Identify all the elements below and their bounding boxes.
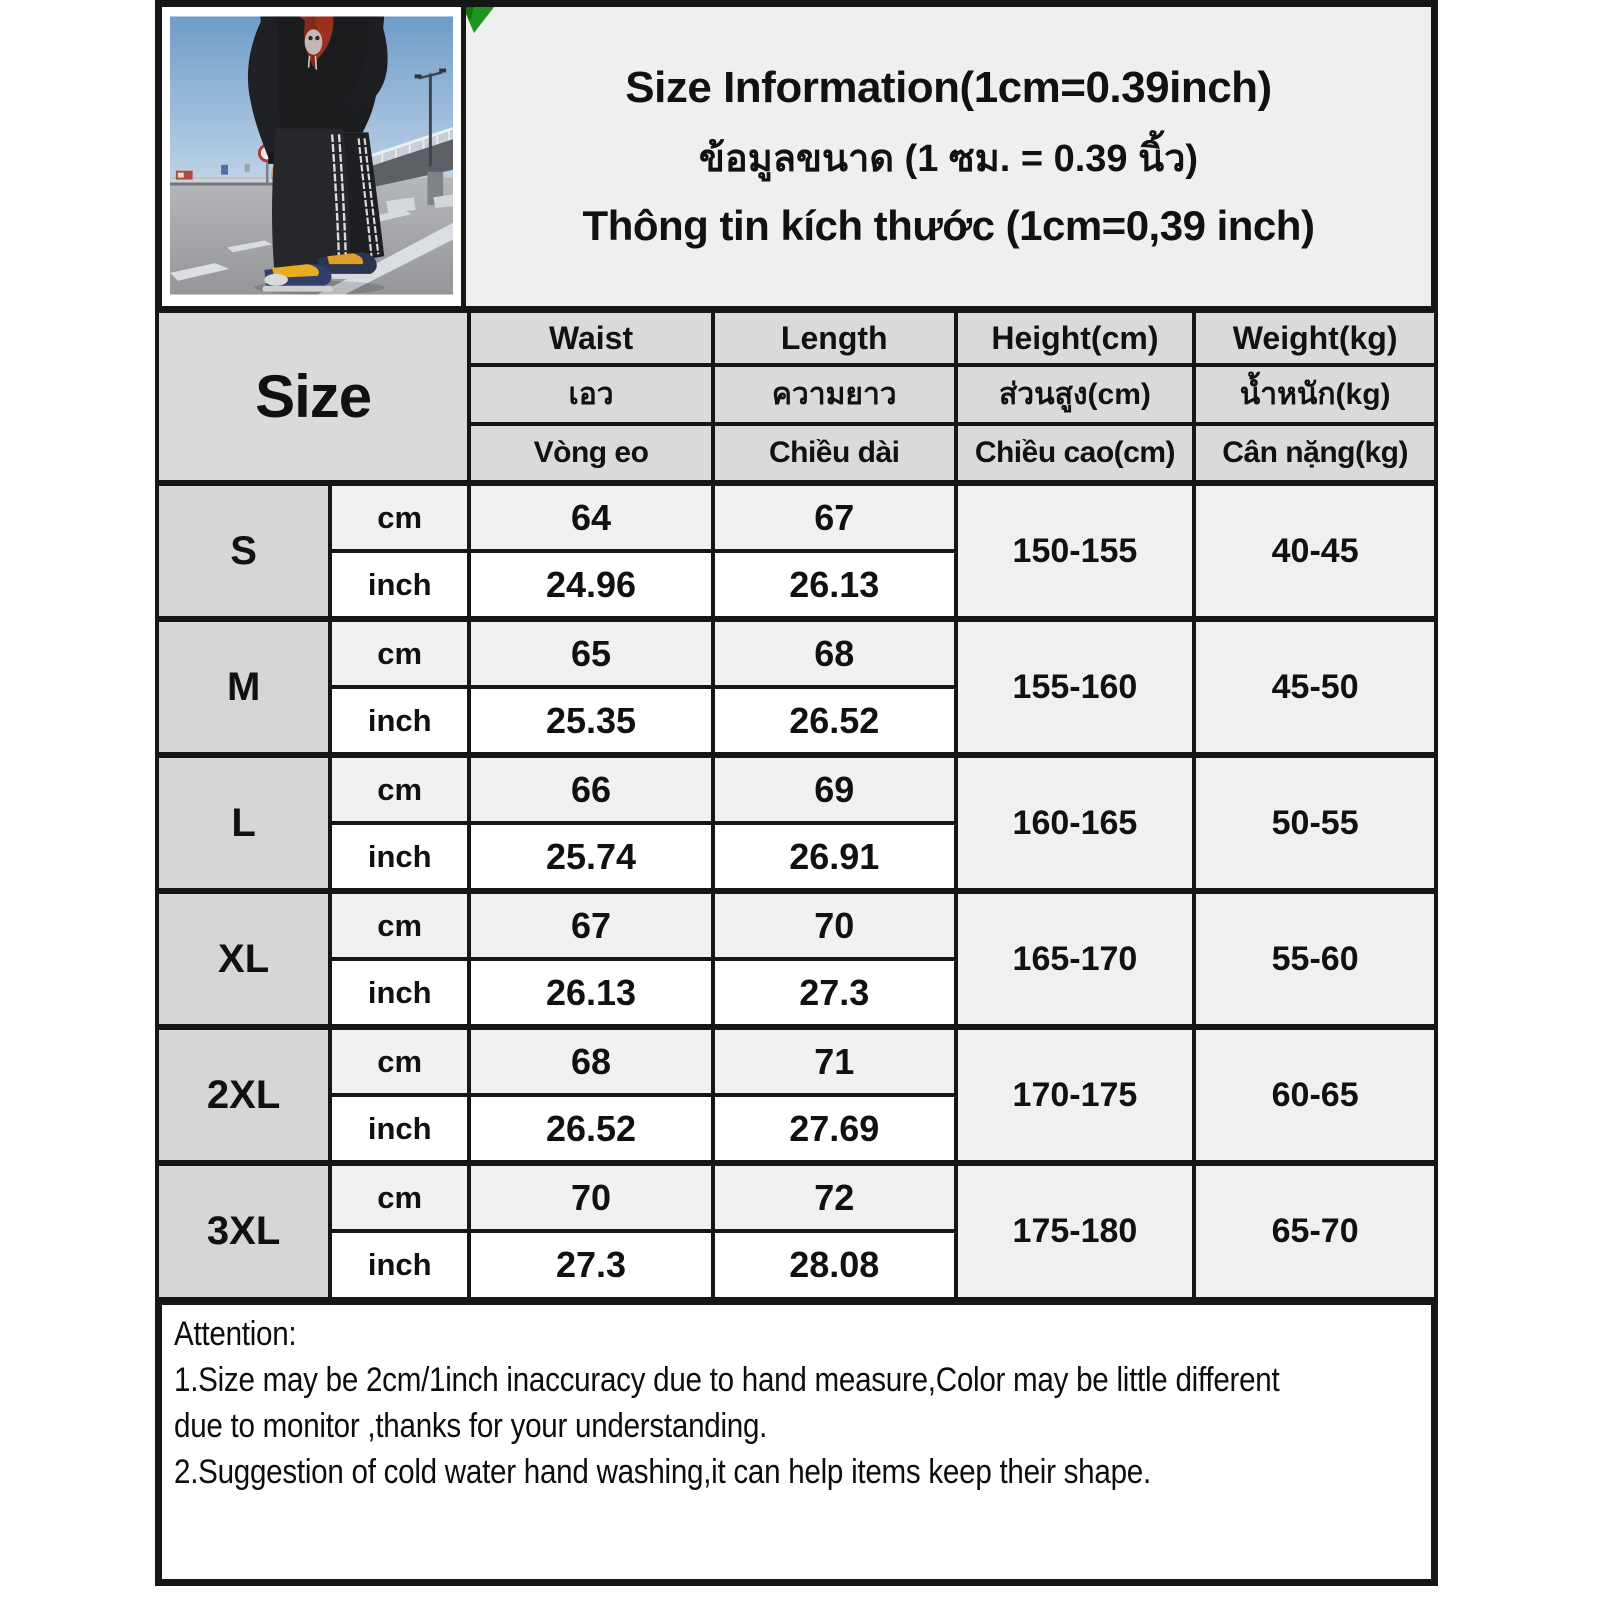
weight-header-en: Weight(kg) — [1194, 310, 1436, 366]
size-label-3xl: 3XL — [157, 1163, 330, 1299]
2xl-length-inch: 27.69 — [713, 1095, 956, 1163]
height-header-en: Height(cm) — [956, 310, 1195, 366]
waist-header-vi: Vòng eo — [469, 424, 713, 483]
title-vietnamese: Thông tin kích thước (1cm=0,39 inch) — [582, 202, 1315, 249]
attention-note-line: 1.Size may be 2cm/1inch inaccuracy due to hand measure,Color may be little different — [174, 1361, 1280, 1399]
2xl-weight-range: 60-65 — [1194, 1027, 1436, 1163]
size-label-xl: XL — [157, 891, 330, 1027]
m-waist-inch: 25.35 — [469, 687, 713, 755]
xl-weight-range: 55-60 — [1194, 891, 1436, 1027]
m-height-range: 155-160 — [956, 619, 1195, 755]
size-label-2xl: 2XL — [157, 1027, 330, 1163]
attention-note-line: 2.Suggestion of cold water hand washing,it can help items keep their shape. — [174, 1453, 1151, 1491]
unit-inch: inch — [330, 959, 469, 1027]
m-weight-range: 45-50 — [1194, 619, 1436, 755]
m-length-cm: 68 — [713, 619, 956, 687]
m-length-inch: 26.52 — [713, 687, 956, 755]
title-box — [466, 7, 1431, 306]
3xl-length-inch: 28.08 — [713, 1231, 956, 1299]
2xl-waist-inch: 26.52 — [469, 1095, 713, 1163]
unit-cm: cm — [330, 1027, 469, 1095]
front-shoe — [262, 264, 333, 292]
top-band — [155, 0, 1438, 306]
3xl-weight-range: 65-70 — [1194, 1163, 1436, 1299]
attention-heading: Attention: — [174, 1315, 297, 1353]
unit-inch: inch — [330, 1231, 469, 1299]
weight-header-vi: Cân nặng(kg) — [1194, 424, 1436, 483]
3xl-height-range: 175-180 — [956, 1163, 1195, 1299]
3xl-waist-inch: 27.3 — [469, 1231, 713, 1299]
title-english: Size Information(1cm=0.39inch) — [625, 63, 1272, 112]
height-header-th: ส่วนสูง(cm) — [956, 365, 1195, 424]
l-waist-cm: 66 — [469, 755, 713, 823]
s-waist-cm: 64 — [469, 483, 713, 551]
xl-length-inch: 27.3 — [713, 959, 956, 1027]
size-label-l: L — [157, 755, 330, 891]
unit-inch: inch — [330, 551, 469, 619]
waist-header-th: เอว — [469, 365, 713, 424]
waist-header-en: Waist — [469, 310, 713, 366]
s-length-inch: 26.13 — [713, 551, 956, 619]
unit-cm: cm — [330, 483, 469, 551]
s-length-cm: 67 — [713, 483, 956, 551]
attention-box — [155, 1301, 1438, 1586]
unit-inch: inch — [330, 1095, 469, 1163]
green-corner-flag-icon — [466, 7, 494, 33]
attention-note-line: due to monitor ,thanks for your understanding. — [174, 1407, 768, 1445]
l-length-inch: 26.91 — [713, 823, 956, 891]
unit-inch: inch — [330, 687, 469, 755]
s-waist-inch: 24.96 — [469, 551, 713, 619]
product-photo — [170, 15, 453, 296]
size-label-m: M — [157, 619, 330, 755]
2xl-length-cm: 71 — [713, 1027, 956, 1095]
m-waist-cm: 65 — [469, 619, 713, 687]
l-weight-range: 50-55 — [1194, 755, 1436, 891]
height-header-vi: Chiều cao(cm) — [956, 424, 1195, 483]
2xl-height-range: 170-175 — [956, 1027, 1195, 1163]
l-height-range: 160-165 — [956, 755, 1195, 891]
xl-waist-inch: 26.13 — [469, 959, 713, 1027]
unit-cm: cm — [330, 1163, 469, 1231]
xl-waist-cm: 67 — [469, 891, 713, 959]
l-waist-inch: 25.74 — [469, 823, 713, 891]
l-length-cm: 69 — [713, 755, 956, 823]
s-weight-range: 40-45 — [1194, 483, 1436, 619]
size-chart-sheet — [155, 0, 1438, 1586]
length-header-vi: Chiều dài — [713, 424, 956, 483]
unit-cm: cm — [330, 755, 469, 823]
title-thai: ข้อมูลขนาด (1 ซม. = 0.39 นิ้ว) — [698, 138, 1199, 180]
3xl-waist-cm: 70 — [469, 1163, 713, 1231]
xl-height-range: 165-170 — [956, 891, 1195, 1027]
size-label-s: S — [157, 483, 330, 619]
size-table — [155, 306, 1438, 1301]
unit-cm: cm — [330, 891, 469, 959]
length-header-en: Length — [713, 310, 956, 366]
2xl-waist-cm: 68 — [469, 1027, 713, 1095]
size-column-header: Size — [157, 310, 469, 484]
unit-cm: cm — [330, 619, 469, 687]
length-header-th: ความยาว — [713, 365, 956, 424]
weight-header-th: น้ำหนัก(kg) — [1194, 365, 1436, 424]
product-photo-box — [162, 7, 466, 306]
unit-inch: inch — [330, 823, 469, 891]
3xl-length-cm: 72 — [713, 1163, 956, 1231]
xl-length-cm: 70 — [713, 891, 956, 959]
s-height-range: 150-155 — [956, 483, 1195, 619]
